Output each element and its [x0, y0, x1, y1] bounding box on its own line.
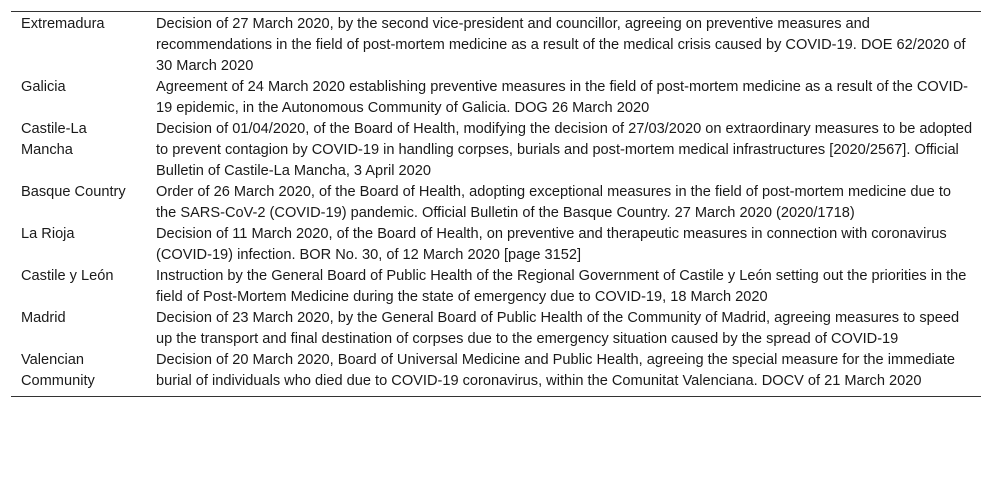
region-cell: La Rioja: [21, 226, 75, 242]
table-row: [11, 266, 981, 308]
region-cell: Castile y León: [21, 268, 114, 284]
table-row: [11, 308, 981, 350]
table-row: [11, 119, 981, 182]
regulation-cell: Order of 26 March 2020, of the Board of Health, adopting exceptional measures in the field of post-mortem medicine due to the SARS-CoV-2 (COVID-19) pandemic. Official Bulletin of the Basque Country. 27 March 2020 (2020/1718): [156, 184, 951, 221]
region-cell: Valencian Community: [21, 352, 95, 389]
region-cell: Madrid: [21, 310, 66, 326]
region-cell: Basque Country: [21, 184, 126, 200]
regulation-cell: Instruction by the General Board of Public Health of the Regional Government of Castile y León setting out the priorities in the field of Post-Mortem Medicine during the state of emergency due to COVID-19, 18 March 2020: [156, 268, 967, 305]
regulations-table-container: [11, 11, 981, 397]
regulation-cell: Decision of 01/04/2020, of the Board of Health, modifying the decision of 27/03/2020 on extraordinary measures to be adopted to prevent contagion by COVID-19 in handling corpses, burials and post-mortem medical infrastructures [2020/2567]. Official Bulletin of Castile-La Mancha, 3 April 2020: [156, 121, 973, 179]
region-cell: Castile-La Mancha: [21, 121, 87, 158]
regulation-cell: Decision of 27 March 2020, by the second vice-president and councillor, agreeing on preventive measures and recommendations in the field of post-mortem medicine as a result of the medical crisis caused by COVID-19. DOE 62/2020 of 30 March 2020: [156, 16, 966, 74]
region-cell: Galicia: [21, 79, 66, 95]
table-row: [11, 77, 981, 119]
regulation-cell: Decision of 11 March 2020, of the Board of Health, on preventive and therapeutic measures in connection with coronavirus (COVID-19) infection. BOR No. 30, of 12 March 2020 [page 3152]: [156, 226, 947, 263]
regulation-cell: Agreement of 24 March 2020 establishing preventive measures in the field of post-mortem medicine as a result of the COVID-19 epidemic, in the Autonomous Community of Galicia. DOG 26 March 2020: [156, 79, 968, 116]
regional-regulations-table: [11, 11, 981, 397]
table-row: [11, 224, 981, 266]
table-row: [11, 12, 981, 78]
regulation-cell: Decision of 20 March 2020, Board of Universal Medicine and Public Health, agreeing the special measure for the immediate burial of individuals who died due to COVID-19 coronavirus, within the Comunitat Valenciana. DOCV of 21 March 2020: [156, 352, 956, 389]
table-row: [11, 182, 981, 224]
region-cell: Extremadura: [21, 16, 105, 32]
table-row: [11, 350, 981, 397]
regulation-cell: Decision of 23 March 2020, by the General Board of Public Health of the Community of Madrid, agreeing measures to speed up the transport and final destination of corpses due to the emergency situation caused by the spread of COVID-19: [156, 310, 960, 347]
